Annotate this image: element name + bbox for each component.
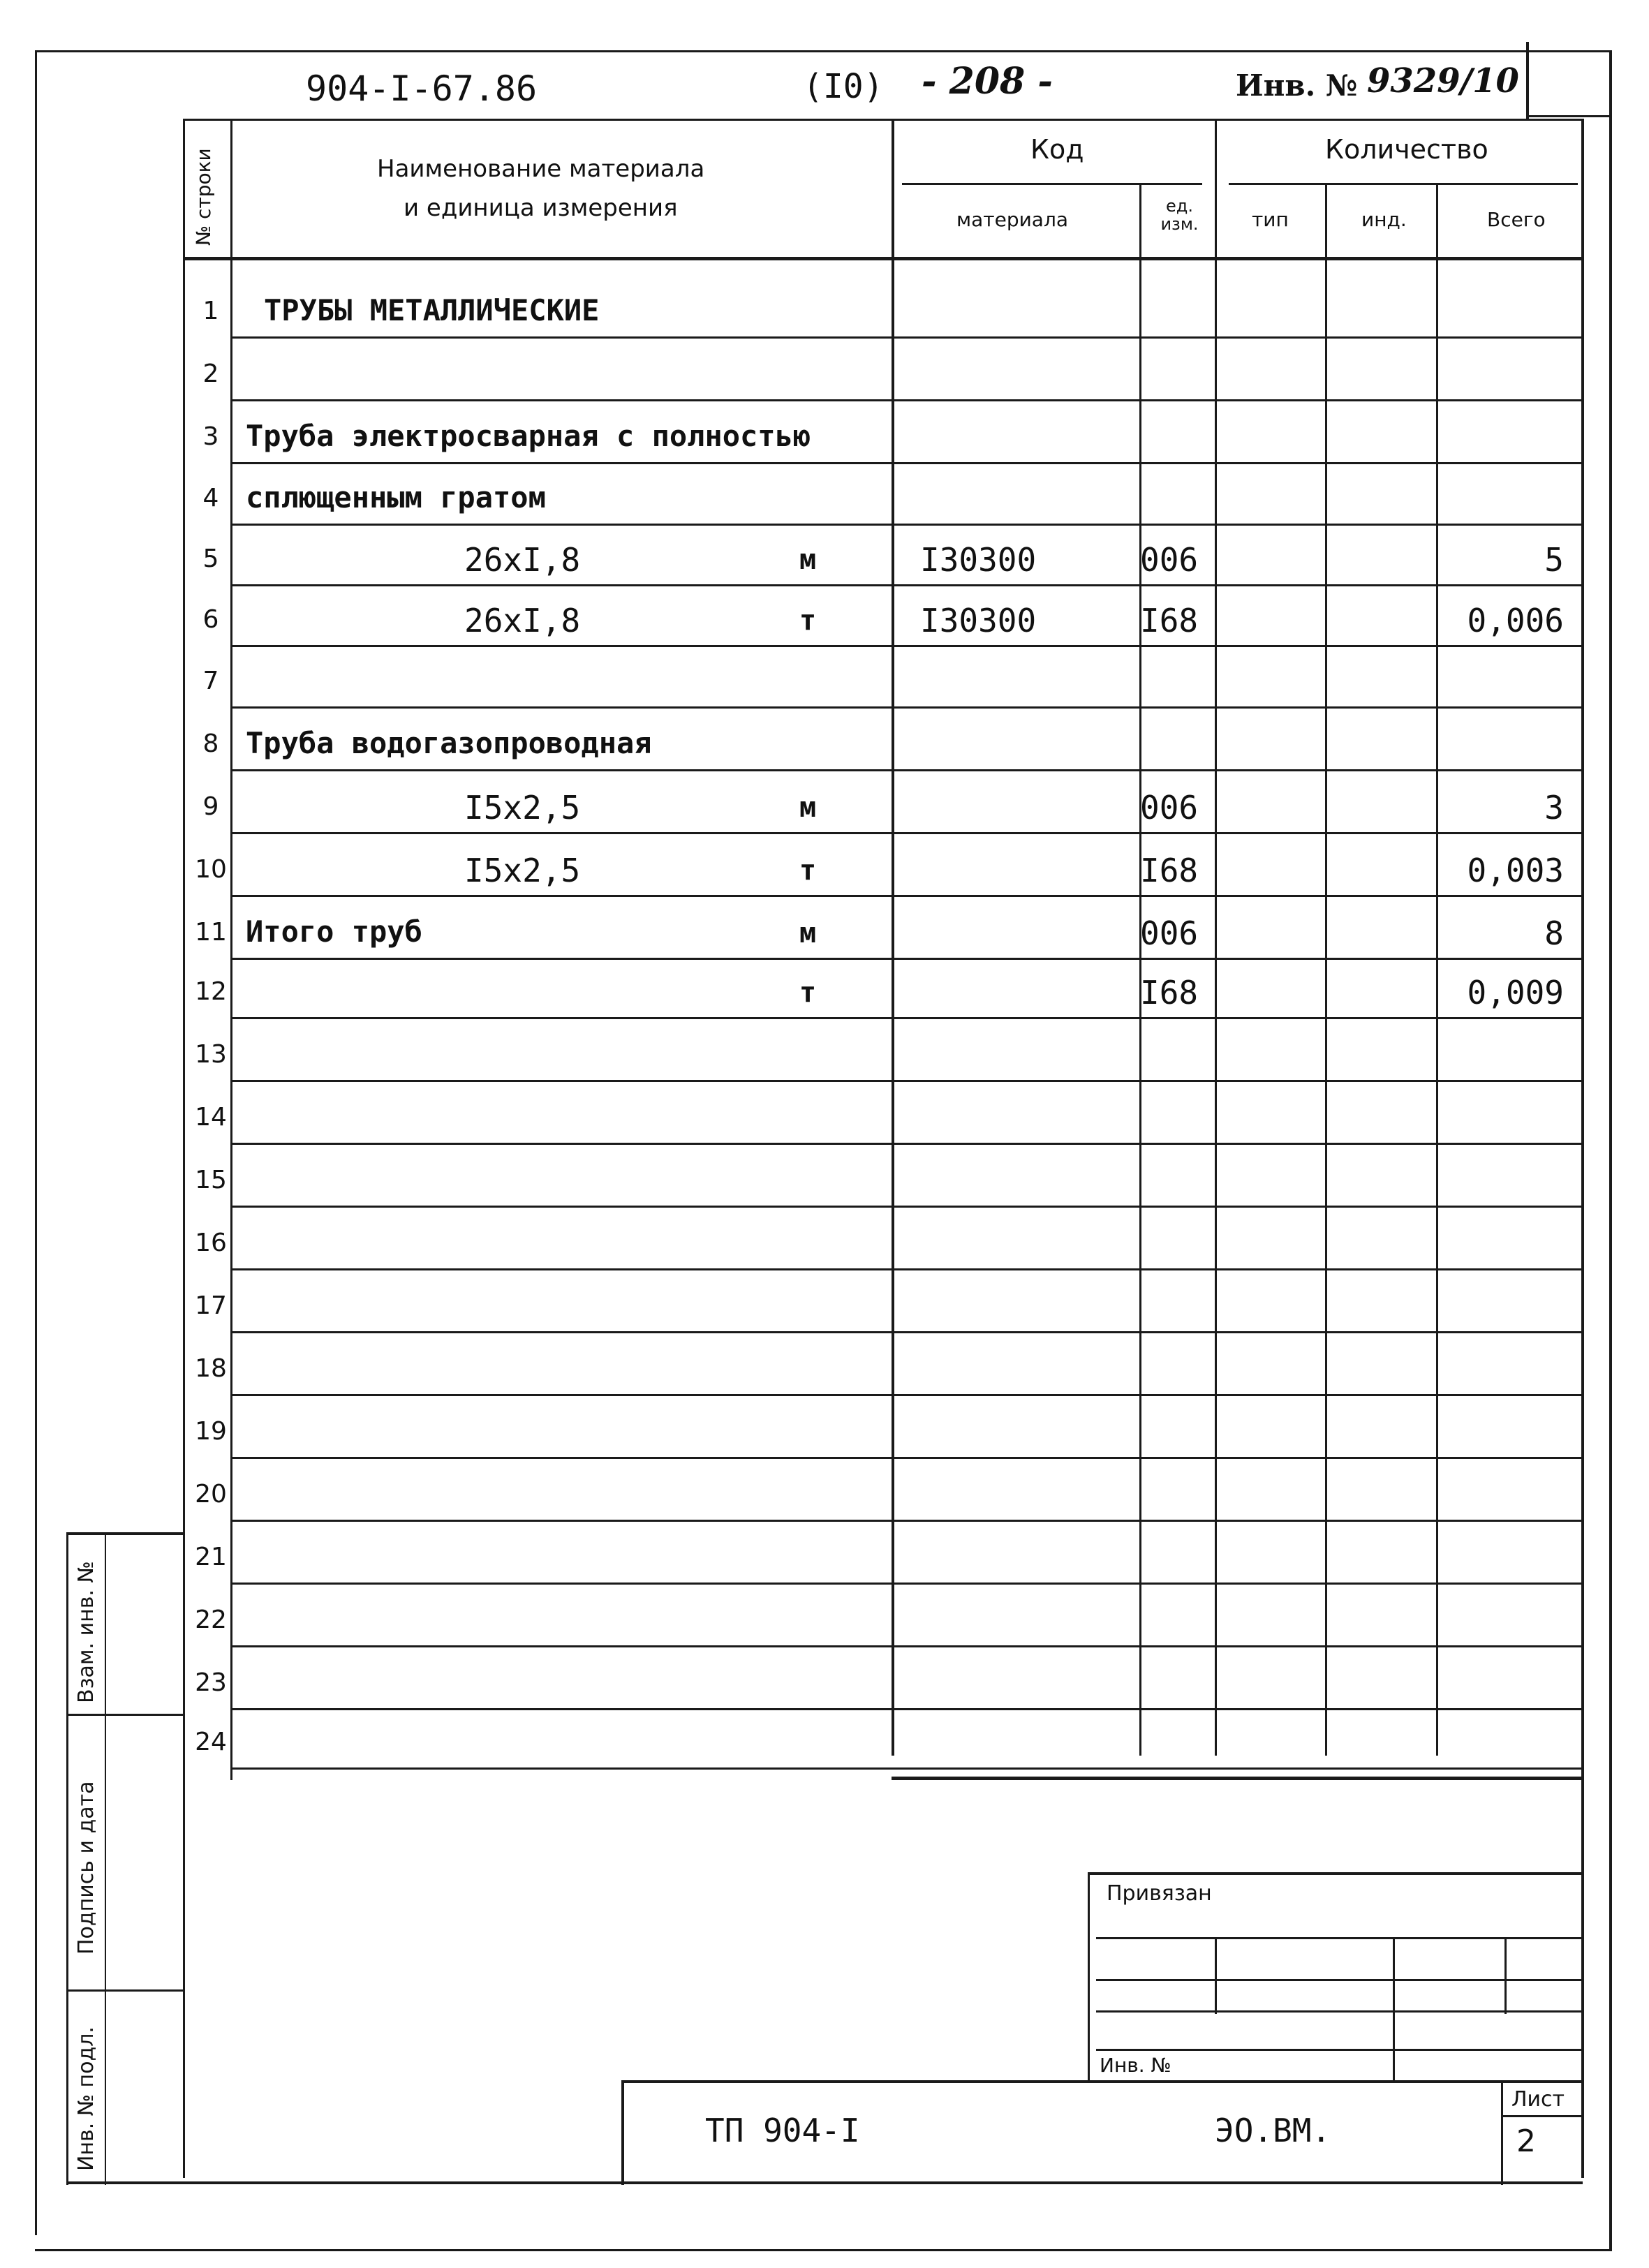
row-divider [232, 1394, 1581, 1396]
row-number: 24 [195, 1728, 227, 1756]
unit-code-cell: I68 [1140, 602, 1199, 639]
side-stamp-left [66, 1532, 68, 2185]
stamp-mark: ЭО.ВМ. [1215, 2112, 1331, 2149]
row-divider [232, 1767, 1581, 1770]
table-bottom-line [892, 1777, 1583, 1780]
row-number: 16 [195, 1229, 227, 1257]
row-number: 10 [195, 855, 227, 884]
row-number: 9 [202, 792, 219, 821]
row-divider [232, 399, 1581, 401]
row-divider [232, 1520, 1581, 1522]
unit-code-cell: 006 [1140, 541, 1199, 579]
unit-cell: м [799, 792, 817, 824]
header-bottom-line [183, 257, 1583, 260]
title-block-top [621, 2080, 1583, 2083]
row-divider [232, 832, 1581, 834]
unit-code-cell: I68 [1140, 974, 1199, 1011]
table-top-line [183, 119, 1583, 121]
stamp-line-3 [1096, 2010, 1583, 2013]
row-number: 3 [202, 422, 219, 451]
rownum-header: № строки [192, 148, 215, 246]
code-material-header: материала [956, 208, 1069, 231]
row-number: 14 [195, 1103, 227, 1132]
row-divider [232, 1583, 1581, 1585]
name-header-line2: и единица измерения [404, 194, 678, 222]
stamp-vline-3 [1504, 1937, 1507, 2014]
total-qty-cell: 3 [1544, 789, 1564, 827]
doc-code: 904-I-67.86 [306, 68, 538, 109]
row-number: 23 [195, 1668, 227, 1697]
page-number: - 208 - [922, 60, 1053, 103]
row-number: 6 [202, 605, 219, 634]
row-number: 5 [202, 544, 219, 573]
qty-sub-line [1229, 183, 1578, 185]
bottom-frame-line [66, 2181, 1583, 2184]
row-divider [232, 1206, 1581, 1208]
unit-cell: т [799, 605, 817, 637]
stamp-line-4 [1096, 2049, 1583, 2051]
material-name: 26xI,8 [464, 541, 581, 579]
unit-cell: т [799, 977, 817, 1009]
unit-cell: м [799, 917, 817, 949]
material-name: Труба водогазопроводная [246, 726, 652, 760]
row-divider [232, 1143, 1581, 1145]
row-number: 7 [202, 667, 219, 695]
row-number: 15 [195, 1166, 227, 1194]
stamp-line-1 [1096, 1937, 1583, 1939]
header-divider [1526, 42, 1529, 119]
side-stamp-inner [105, 1532, 106, 2185]
row-divider [232, 895, 1581, 897]
material-code-cell: I30300 [920, 541, 1037, 579]
stamp-doc-code: ТП 904-I [705, 2112, 860, 2149]
row-number: 13 [195, 1040, 227, 1069]
row-number: 19 [195, 1417, 227, 1446]
unit-code-cell: 006 [1140, 914, 1199, 952]
row-divider [232, 1708, 1581, 1710]
sheet-label-line [1501, 2115, 1583, 2117]
name-header-line1: Наименование материала [377, 155, 705, 183]
code-sub-line [902, 183, 1202, 185]
vzam-label: Взам. инв. № [74, 1561, 98, 1703]
material-name: сплющенным гратом [246, 480, 546, 514]
row-number: 4 [202, 484, 219, 512]
qty-ind-header: инд. [1361, 208, 1407, 231]
qty-type-header: тип [1252, 208, 1289, 231]
total-qty-cell: 0,009 [1467, 974, 1564, 1011]
material-code-cell: I30300 [920, 602, 1037, 639]
total-qty-cell: 0,003 [1467, 852, 1564, 889]
row-number: 21 [195, 1543, 227, 1571]
unit-cell: м [799, 544, 817, 576]
total-qty-cell: 5 [1544, 541, 1564, 579]
row-number: 18 [195, 1354, 227, 1383]
row-number: 8 [202, 729, 219, 758]
frame-right-line [1609, 50, 1612, 2249]
row-number: 20 [195, 1480, 227, 1509]
row-divider [232, 524, 1581, 526]
side-stamp-top [66, 1532, 183, 1535]
side-stamp-div2 [66, 1989, 183, 1992]
material-name: 26xI,8 [464, 602, 581, 639]
row-divider [232, 1080, 1581, 1082]
total-qty-cell: 8 [1544, 914, 1564, 952]
rownum-header-wrap [192, 148, 290, 269]
code-unit-header: ед. изм. [1160, 196, 1199, 234]
stamp-left-line [1088, 1872, 1090, 2080]
stamp-vline-2 [1393, 1937, 1395, 2080]
code-header: Код [1030, 134, 1084, 165]
row-divider [232, 1645, 1581, 1647]
row-divider [232, 1457, 1581, 1459]
table-right-line [1581, 119, 1584, 2178]
qty-header: Количество [1325, 134, 1488, 165]
material-name: I5x2,5 [464, 789, 581, 827]
row-number: 1 [202, 297, 219, 325]
row-divider [232, 958, 1581, 960]
row-divider [232, 645, 1581, 647]
material-name: ТРУБЫ МЕТАЛЛИЧЕСКИЕ [264, 293, 600, 327]
row-number: 12 [195, 977, 227, 1006]
row-divider [232, 584, 1581, 586]
frame-bottom-line [35, 2249, 1612, 2251]
row-divider [232, 462, 1581, 464]
sheet-number: 2 [1516, 2124, 1536, 2159]
title-block-left [621, 2080, 624, 2185]
sheet-label: Лист [1511, 2087, 1565, 2112]
inventory-value: 9329/10 [1367, 61, 1519, 101]
row-number: 17 [195, 1291, 227, 1320]
inventory-label: Инв. № [1236, 68, 1358, 103]
material-name: Итого труб [246, 914, 422, 949]
inv-podl-label-wrap [74, 2026, 219, 2195]
sheet-divider [1501, 2080, 1503, 2185]
row-divider [232, 1017, 1581, 1019]
privyazan-label: Привязан [1107, 1881, 1212, 1906]
stamp-inv-no: Инв. № [1100, 2054, 1171, 2077]
podpis-label-wrap [74, 1781, 248, 1979]
inv-podl-label: Инв. № подл. [74, 2026, 98, 2171]
stamp-line-2 [1096, 1979, 1583, 1981]
col-line-unit [1215, 119, 1217, 1756]
row-divider [232, 769, 1581, 771]
row-number: 2 [202, 360, 219, 388]
unit-code-cell: I68 [1140, 852, 1199, 889]
header-tick [1529, 115, 1609, 117]
row-divider [232, 706, 1581, 709]
unit-code-cell: 006 [1140, 789, 1199, 827]
qty-total-header: Всего [1487, 208, 1546, 231]
podpis-label: Подпись и дата [74, 1781, 98, 1955]
unit-cell: т [799, 854, 817, 887]
row-divider [232, 1268, 1581, 1270]
section-number: (I0) [803, 67, 884, 106]
material-name: I5x2,5 [464, 852, 581, 889]
material-name: Труба электросварная с полностью [246, 419, 811, 453]
stamp-vline-1 [1215, 1937, 1217, 2014]
table-left-line [183, 119, 185, 2178]
row-number: 11 [195, 918, 227, 947]
row-divider [232, 336, 1581, 339]
frame-left-line [35, 50, 37, 2235]
frame-top-line [35, 50, 1609, 52]
total-qty-cell: 0,006 [1467, 602, 1564, 639]
stamp-top-line [1088, 1872, 1583, 1875]
row-divider [232, 1331, 1581, 1333]
col-line-name [892, 119, 894, 1756]
row-number: 22 [195, 1606, 227, 1634]
